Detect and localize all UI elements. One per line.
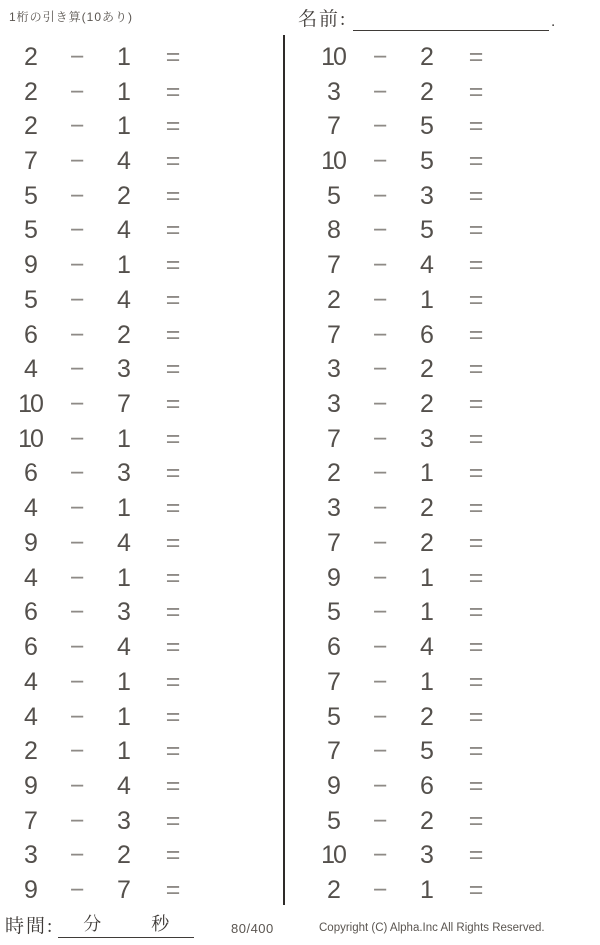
minus-sign: − — [69, 459, 85, 488]
minuend: 6 — [24, 320, 36, 349]
minuend: 9 — [24, 528, 36, 557]
subtrahend: 3 — [117, 459, 131, 488]
minuend: 9 — [24, 876, 36, 905]
subtrahend: 4 — [420, 251, 434, 280]
subtrahend: 2 — [117, 841, 131, 870]
subtrahend: 2 — [117, 320, 131, 349]
equals-sign: = — [165, 320, 181, 349]
equals-sign: = — [468, 181, 484, 210]
minuend: 5 — [24, 181, 36, 210]
minuend: 2 — [24, 112, 36, 141]
problem-row — [8, 144, 238, 179]
problem-row — [8, 75, 238, 110]
minus-sign: − — [372, 285, 388, 314]
minuend: 5 — [327, 598, 339, 627]
problem-row — [8, 491, 238, 526]
equals-sign: = — [468, 355, 484, 384]
minus-sign: − — [69, 390, 85, 419]
minus-sign: − — [69, 424, 85, 453]
equals-sign: = — [468, 771, 484, 800]
minus-sign: − — [372, 251, 388, 280]
problem-row — [311, 144, 541, 179]
problem-row — [311, 214, 541, 249]
subtrahend: 1 — [117, 42, 131, 71]
name-label: 名前: — [298, 9, 348, 30]
minuend: 3 — [327, 77, 339, 106]
equals-sign: = — [165, 42, 181, 71]
subtrahend: 2 — [420, 702, 434, 731]
minus-sign: − — [69, 42, 85, 71]
subtrahend: 2 — [420, 42, 434, 71]
problem-row — [8, 422, 238, 457]
problem-row — [8, 352, 238, 387]
problem-row — [311, 665, 541, 700]
subtrahend: 1 — [117, 737, 131, 766]
problem-row — [8, 214, 238, 249]
minus-sign: − — [69, 251, 85, 280]
equals-sign: = — [165, 424, 181, 453]
worksheet-title: 1桁の引き算(10あり) — [9, 10, 134, 24]
subtrahend: 1 — [117, 251, 131, 280]
minuend: 3 — [24, 841, 36, 870]
problem-row — [311, 700, 541, 735]
subtrahend: 2 — [420, 77, 434, 106]
equals-sign: = — [165, 390, 181, 419]
subtrahend: 7 — [117, 876, 131, 905]
equals-sign: = — [165, 876, 181, 905]
minus-sign: − — [69, 285, 85, 314]
subtrahend: 6 — [420, 320, 434, 349]
minuend: 3 — [327, 390, 339, 419]
seconds-label: 秒 — [151, 914, 170, 934]
subtrahend: 3 — [117, 806, 131, 835]
equals-sign: = — [165, 771, 181, 800]
equals-sign: = — [165, 459, 181, 488]
problem-row — [8, 665, 238, 700]
minuend: 2 — [24, 42, 36, 71]
subtrahend: 5 — [420, 147, 434, 176]
subtrahend: 2 — [420, 494, 434, 523]
minuend: 4 — [24, 563, 36, 592]
subtrahend: 7 — [117, 390, 131, 419]
subtrahend: 1 — [117, 494, 131, 523]
minus-sign: − — [69, 494, 85, 523]
minuend: 2 — [24, 737, 36, 766]
equals-sign: = — [165, 702, 181, 731]
minutes-label: 分 — [83, 914, 102, 934]
problem-row — [8, 630, 238, 665]
problem-row — [8, 700, 238, 735]
subtrahend: 1 — [117, 112, 131, 141]
minuend: 10 — [321, 841, 345, 870]
minus-sign: − — [69, 320, 85, 349]
equals-sign: = — [468, 702, 484, 731]
minus-sign: − — [69, 806, 85, 835]
time-fill-in-line — [58, 910, 194, 938]
equals-sign: = — [468, 563, 484, 592]
minuend: 6 — [327, 633, 339, 662]
equals-sign: = — [165, 181, 181, 210]
problem-row — [8, 804, 238, 839]
progress-counter: 80/400 — [231, 921, 274, 936]
problem-row — [8, 179, 238, 214]
subtrahend: 1 — [420, 459, 434, 488]
minuend: 7 — [327, 667, 339, 696]
subtrahend: 5 — [420, 216, 434, 245]
minus-sign: − — [69, 633, 85, 662]
problem-row — [311, 526, 541, 561]
equals-sign: = — [468, 876, 484, 905]
equals-sign: = — [165, 737, 181, 766]
subtrahend: 3 — [420, 181, 434, 210]
minuend: 9 — [327, 563, 339, 592]
minus-sign: − — [372, 77, 388, 106]
subtrahend: 1 — [117, 77, 131, 106]
minus-sign: − — [69, 355, 85, 384]
equals-sign: = — [468, 841, 484, 870]
problem-row — [8, 596, 238, 631]
minus-sign: − — [372, 598, 388, 627]
minuend: 5 — [24, 285, 36, 314]
minus-sign: − — [69, 181, 85, 210]
minuend: 6 — [24, 633, 36, 662]
minus-sign: − — [372, 42, 388, 71]
minus-sign: − — [372, 771, 388, 800]
minus-sign: − — [372, 667, 388, 696]
minus-sign: − — [372, 424, 388, 453]
minuend: 3 — [327, 494, 339, 523]
equals-sign: = — [165, 806, 181, 835]
minuend: 7 — [327, 251, 339, 280]
equals-sign: = — [468, 667, 484, 696]
minuend: 3 — [327, 355, 339, 384]
minuend: 9 — [24, 771, 36, 800]
minus-sign: − — [372, 494, 388, 523]
copyright-notice: Copyright (C) Alpha.Inc All Rights Reserved. — [319, 922, 545, 934]
name-line-period: . — [551, 14, 556, 30]
minuend: 4 — [24, 667, 36, 696]
subtrahend: 4 — [420, 633, 434, 662]
minus-sign: − — [69, 737, 85, 766]
minuend: 10 — [18, 390, 42, 419]
problem-row — [311, 561, 541, 596]
subtrahend: 4 — [117, 771, 131, 800]
equals-sign: = — [165, 528, 181, 557]
equals-sign: = — [468, 42, 484, 71]
subtrahend: 5 — [420, 112, 434, 141]
subtrahend: 4 — [117, 147, 131, 176]
minus-sign: − — [372, 528, 388, 557]
subtrahend: 3 — [117, 598, 131, 627]
problem-row — [311, 769, 541, 804]
minus-sign: − — [372, 737, 388, 766]
minuend: 4 — [24, 702, 36, 731]
problem-row — [311, 40, 541, 75]
equals-sign: = — [468, 77, 484, 106]
problem-row — [8, 839, 238, 874]
minuend: 8 — [327, 216, 339, 245]
subtrahend: 1 — [420, 285, 434, 314]
minuend: 2 — [327, 285, 339, 314]
equals-sign: = — [165, 216, 181, 245]
minuend: 7 — [327, 737, 339, 766]
equals-sign: = — [165, 841, 181, 870]
problem-row — [8, 109, 238, 144]
minus-sign: − — [69, 598, 85, 627]
minus-sign: − — [69, 771, 85, 800]
equals-sign: = — [468, 737, 484, 766]
minuend: 7 — [327, 112, 339, 141]
equals-sign: = — [165, 285, 181, 314]
problem-row — [311, 318, 541, 353]
minuend: 2 — [24, 77, 36, 106]
problem-row — [8, 283, 238, 318]
minuend: 9 — [24, 251, 36, 280]
minus-sign: − — [69, 702, 85, 731]
minuend: 7 — [327, 424, 339, 453]
problem-row — [8, 734, 238, 769]
equals-sign: = — [165, 147, 181, 176]
minus-sign: − — [69, 563, 85, 592]
subtrahend: 2 — [420, 390, 434, 419]
minus-sign: − — [372, 390, 388, 419]
minuend: 6 — [24, 598, 36, 627]
subtrahend: 1 — [420, 598, 434, 627]
problem-row — [8, 526, 238, 561]
minuend: 10 — [321, 42, 345, 71]
equals-sign: = — [165, 77, 181, 106]
minus-sign: − — [372, 181, 388, 210]
subtrahend: 1 — [420, 876, 434, 905]
minus-sign: − — [372, 147, 388, 176]
equals-sign: = — [468, 633, 484, 662]
problem-row — [311, 491, 541, 526]
minuend: 2 — [327, 459, 339, 488]
subtrahend: 3 — [420, 424, 434, 453]
problem-row — [8, 873, 238, 908]
equals-sign: = — [468, 598, 484, 627]
subtrahend: 4 — [117, 216, 131, 245]
problem-row — [311, 109, 541, 144]
problem-row — [311, 248, 541, 283]
problem-row — [311, 387, 541, 422]
minuend: 2 — [327, 876, 339, 905]
problem-row — [8, 387, 238, 422]
equals-sign: = — [468, 285, 484, 314]
minuend: 10 — [321, 147, 345, 176]
minuend: 6 — [24, 459, 36, 488]
minuend: 5 — [327, 806, 339, 835]
minuend: 5 — [327, 181, 339, 210]
equals-sign: = — [165, 112, 181, 141]
minus-sign: − — [69, 667, 85, 696]
subtrahend: 4 — [117, 528, 131, 557]
problem-row — [311, 734, 541, 769]
equals-sign: = — [468, 459, 484, 488]
problems-column-right — [311, 40, 541, 908]
problem-row — [8, 318, 238, 353]
equals-sign: = — [468, 424, 484, 453]
minuend: 7 — [327, 528, 339, 557]
problem-row — [311, 596, 541, 631]
equals-sign: = — [468, 528, 484, 557]
equals-sign: = — [468, 112, 484, 141]
subtrahend: 1 — [117, 667, 131, 696]
minus-sign: − — [69, 147, 85, 176]
problem-row — [311, 283, 541, 318]
problem-row — [311, 352, 541, 387]
problem-row — [311, 75, 541, 110]
equals-sign: = — [468, 390, 484, 419]
problem-row — [8, 561, 238, 596]
problem-row — [8, 248, 238, 283]
equals-sign: = — [165, 563, 181, 592]
equals-sign: = — [468, 320, 484, 349]
minus-sign: − — [69, 528, 85, 557]
equals-sign: = — [468, 147, 484, 176]
minuend: 4 — [24, 355, 36, 384]
subtrahend: 5 — [420, 737, 434, 766]
minus-sign: − — [372, 876, 388, 905]
problem-row — [8, 40, 238, 75]
minus-sign: − — [69, 841, 85, 870]
equals-sign: = — [165, 355, 181, 384]
subtrahend: 2 — [420, 806, 434, 835]
minuend: 9 — [327, 771, 339, 800]
problem-row — [311, 804, 541, 839]
minus-sign: − — [372, 320, 388, 349]
minus-sign: − — [372, 702, 388, 731]
name-fill-in-line — [353, 7, 549, 31]
minus-sign: − — [372, 216, 388, 245]
equals-sign: = — [165, 667, 181, 696]
minuend: 7 — [327, 320, 339, 349]
minus-sign: − — [69, 876, 85, 905]
name-section — [298, 4, 555, 31]
equals-sign: = — [468, 251, 484, 280]
minus-sign: − — [372, 841, 388, 870]
subtrahend: 3 — [117, 355, 131, 384]
minus-sign: − — [372, 806, 388, 835]
column-divider-line — [283, 35, 285, 905]
equals-sign: = — [468, 494, 484, 523]
minus-sign: − — [372, 112, 388, 141]
problem-row — [8, 769, 238, 804]
time-label: 時間: — [5, 916, 55, 937]
equals-sign: = — [165, 251, 181, 280]
minuend: 4 — [24, 494, 36, 523]
minus-sign: − — [372, 563, 388, 592]
problem-row — [311, 457, 541, 492]
subtrahend: 3 — [420, 841, 434, 870]
minuend: 10 — [18, 424, 42, 453]
subtrahend: 6 — [420, 771, 434, 800]
problem-row — [311, 422, 541, 457]
subtrahend: 2 — [420, 528, 434, 557]
problem-row — [311, 873, 541, 908]
minus-sign: − — [69, 112, 85, 141]
minuend: 5 — [24, 216, 36, 245]
equals-sign: = — [165, 633, 181, 662]
subtrahend: 1 — [420, 667, 434, 696]
minus-sign: − — [69, 77, 85, 106]
subtrahend: 4 — [117, 633, 131, 662]
subtrahend: 1 — [117, 563, 131, 592]
equals-sign: = — [468, 216, 484, 245]
problem-row — [311, 839, 541, 874]
minuend: 7 — [24, 806, 36, 835]
time-section — [5, 910, 194, 938]
problem-row — [311, 179, 541, 214]
subtrahend: 1 — [117, 702, 131, 731]
equals-sign: = — [165, 598, 181, 627]
minus-sign: − — [69, 216, 85, 245]
subtrahend: 4 — [117, 285, 131, 314]
minuend: 5 — [327, 702, 339, 731]
subtrahend: 2 — [420, 355, 434, 384]
problem-row — [311, 630, 541, 665]
subtrahend: 1 — [117, 424, 131, 453]
minus-sign: − — [372, 355, 388, 384]
problem-row — [8, 457, 238, 492]
minuend: 7 — [24, 147, 36, 176]
subtrahend: 2 — [117, 181, 131, 210]
problems-column-left — [8, 40, 238, 908]
minus-sign: − — [372, 459, 388, 488]
subtrahend: 1 — [420, 563, 434, 592]
equals-sign: = — [165, 494, 181, 523]
minus-sign: − — [372, 633, 388, 662]
equals-sign: = — [468, 806, 484, 835]
